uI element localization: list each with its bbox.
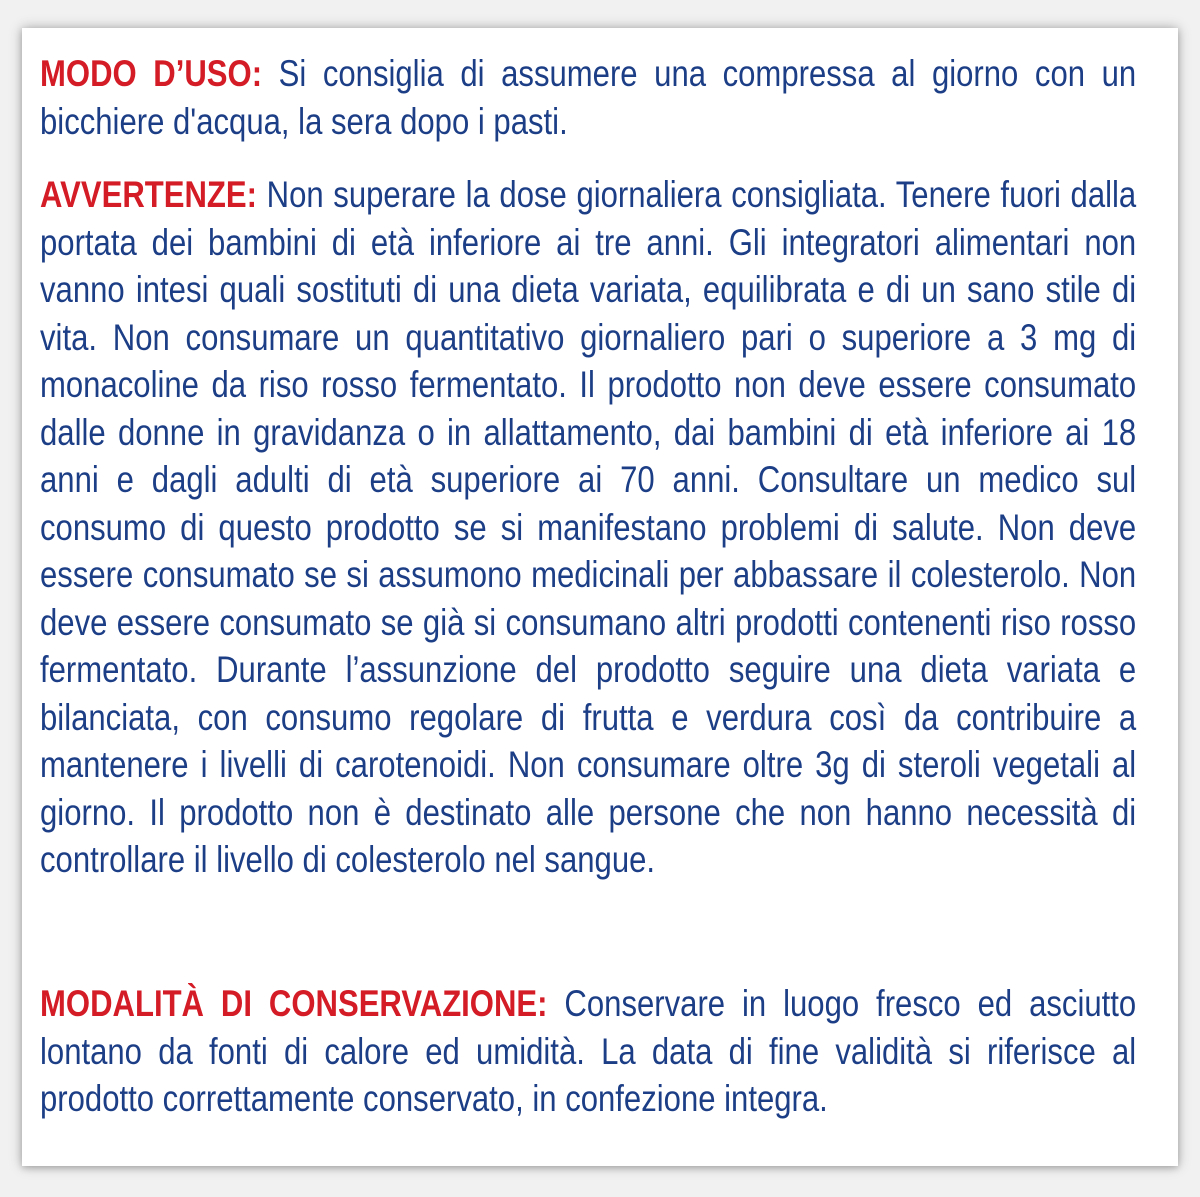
- conservazione-section: [40, 980, 1136, 1123]
- avvertenze-heading: AVVERTENZE:: [40, 174, 258, 215]
- modo-uso-text: Si consiglia di assumere una compressa al giorno con un bicchiere d'acqua, la sera dopo i pasti.: [40, 53, 1137, 142]
- avvertenze-section: [40, 171, 1136, 884]
- modo-uso-heading: MODO D’USO:: [40, 53, 263, 94]
- avvertenze-text: Non superare la dose giornaliera consigliata. Tenere fuori dalla portata dei bambini di età inferiore ai tre anni. Gli integratori alimentari non vanno intesi quali sostituti di una dieta variata, equilibrata e di un sano stile di vita. Non consumare un quantitativo giornaliero pari o superiore a 3 mg di monacoline da riso rosso fermentato. Il prodotto non deve essere consumato dalle donne in gravidanza o in allattamento, dai bambini di età inferiore ai 18 anni e dagli adulti di età superiore ai 70 anni. Consultare un medico sul consumo di questo prodotto se si manifestano problemi di salute. Non deve essere consumato se si assumono medicinali per abbassare il colesterolo. Non deve essere consumato se già si consumano altri prodotti contenenti riso rosso fermentato. Durante l’assunzione del prodotto seguire una dieta variata e bilanciata, con consumo regolare di frutta e verdura così da contribuire a mantenere i livelli di carotenoidi. Non consumare oltre 3g di steroli vegetali al giorno. Il prodotto non è destinato alle persone che non hanno necessità di controllare il livello di colesterolo nel sangue.: [40, 174, 1137, 880]
- conservazione-text: Conservare in luogo fresco ed asciutto lontano da fonti di calore ed umidità. La data di fine validità si riferisce al prodotto correttamente conservato, in confezione integra.: [40, 983, 1137, 1119]
- label-panel: [22, 28, 1178, 1166]
- modo-uso-section: [40, 50, 1136, 145]
- conservazione-heading: MODALITÀ DI CONSERVAZIONE:: [40, 983, 548, 1024]
